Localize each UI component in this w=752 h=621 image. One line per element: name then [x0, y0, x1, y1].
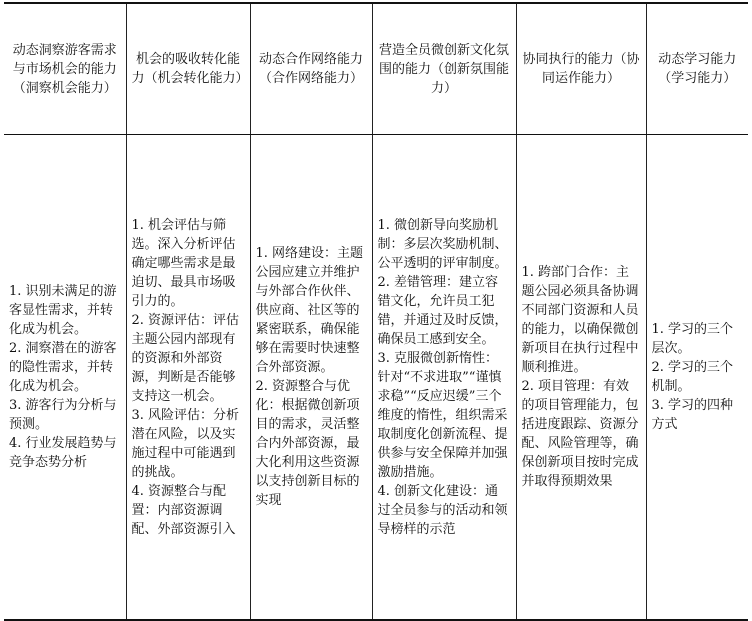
body-cell-learning: 1. 学习的三个层次。 2. 学习的三个机制。 3. 学习的四种方式	[646, 135, 748, 621]
header-cell-learning: 动态学习能力（学习能力）	[646, 3, 748, 135]
table-body-row	[4, 135, 748, 621]
header-cell-collaboration: 协同执行的能力（协同运作能力）	[516, 3, 646, 135]
table-header-row	[4, 3, 748, 135]
header-cell-insight: 动态洞察游客需求与市场机会的能力（洞察机会能力）	[4, 3, 126, 135]
body-cell-insight: 1. 识别未满足的游客显性需求，并转化成为机会。 2. 洞察潜在的游客的隐性需求，并转化成为机会。 3. 游客行为分析与预测。 4. 行业发展趋势与竞争态势分析	[4, 135, 126, 621]
body-cell-innovation-climate: 1. 微创新导向奖励机制：多层次奖励机制、公平透明的评审制度。 2. 差错管理：建立容错文化，允许员工犯错，并通过及时反馈，确保员工感到安全。 3. 克服微创新惰性：针对“不求进取”“谨慎求稳”“反应迟缓”三个维度的惰性，组织需采取制度化创新流程、提供参与安全保障并加强激励措施。 4. 创新文化建设：通过全员参与的活动和领导榜样的示范	[372, 135, 516, 621]
body-cell-conversion: 1. 机会评估与筛选。深入分析评估确定哪些需求是最迫切、最具市场吸引力的。 2. 资源评估：评估主题公园内部现有的资源和外部资源，判断是否能够支持这一机会。 3. 风险评估：分析潜在风险，以及实施过程中可能遇到的挑战。 4. 资源整合与配置：内部资源调配、外部资源引入	[126, 135, 250, 621]
header-cell-innovation-climate: 营造全员微创新文化氛围的能力（创新氛围能力）	[372, 3, 516, 135]
body-cell-network: 1. 网络建设：主题公园应建立并维护与外部合作伙伴、供应商、社区等的紧密联系，确保能够在需要时快速整合外部资源。 2. 资源整合与优化：根据微创新项目的需求，灵活整合内外部资源，最大化利用这些资源以支持创新目标的实现	[250, 135, 372, 621]
header-cell-conversion: 机会的吸收转化能力（机会转化能力）	[126, 3, 250, 135]
capability-table	[4, 2, 748, 621]
header-cell-network: 动态合作网络能力（合作网络能力）	[250, 3, 372, 135]
body-cell-collaboration: 1. 跨部门合作：主题公园必须具备协调不同部门资源和人员的能力，以确保微创新项目在执行过程中顺利推进。 2. 项目管理：有效的项目管理能力，包括进度跟踪、资源分配、风险管理等，确保创新项目按时完成并取得预期效果	[516, 135, 646, 621]
